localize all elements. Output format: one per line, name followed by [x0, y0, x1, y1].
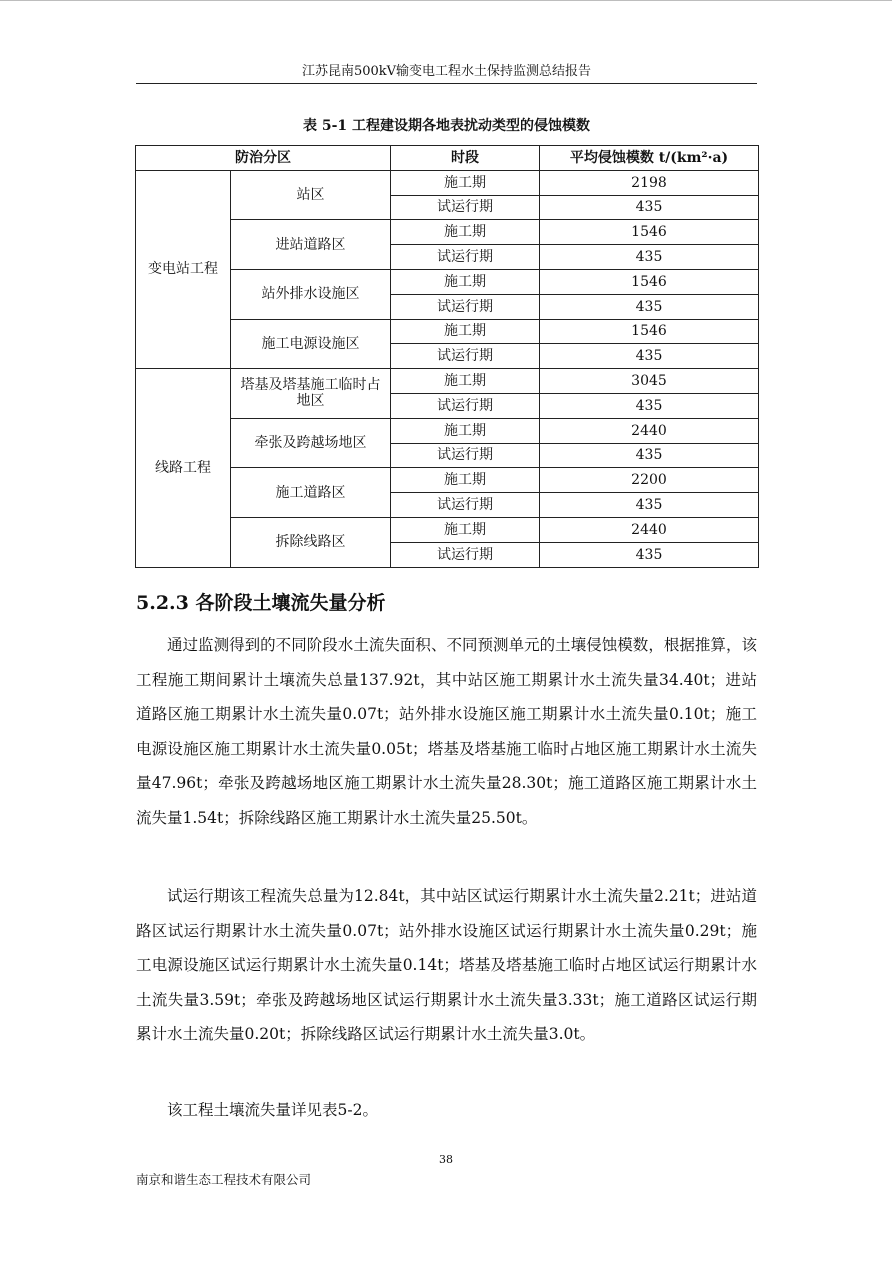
period-cell: 施工期 — [391, 220, 540, 245]
period-cell: 施工期 — [391, 269, 540, 294]
period-cell: 试运行期 — [391, 542, 540, 567]
section-heading: 5.2.3 各阶段土壤流失量分析 — [136, 592, 386, 614]
value-cell: 2198 — [540, 170, 759, 195]
zone-cell: 施工道路区 — [231, 468, 391, 518]
header-rule — [136, 83, 757, 84]
value-cell: 1546 — [540, 319, 759, 344]
period-cell: 试运行期 — [391, 294, 540, 319]
group-cell: 线路工程 — [136, 369, 231, 567]
header-period: 时段 — [391, 146, 540, 171]
period-cell: 试运行期 — [391, 443, 540, 468]
value-cell: 1546 — [540, 220, 759, 245]
erosion-modulus-table — [135, 145, 759, 568]
period-cell: 施工期 — [391, 468, 540, 493]
period-cell: 施工期 — [391, 170, 540, 195]
value-cell: 435 — [540, 443, 759, 468]
table-caption: 表 5-1 工程建设期各地表扰动类型的侵蚀模数 — [302, 118, 591, 134]
paragraph-reference: 该工程土壤流失量详见表5-2。 — [167, 1101, 378, 1119]
value-cell: 435 — [540, 493, 759, 518]
zone-cell: 施工电源设施区 — [231, 319, 391, 369]
value-cell: 435 — [540, 344, 759, 369]
period-cell: 施工期 — [391, 369, 540, 394]
period-cell: 试运行期 — [391, 245, 540, 270]
table-row — [136, 170, 759, 195]
zone-cell: 站区 — [231, 170, 391, 220]
paragraph-construction: 通过监测得到的不同阶段水土流失面积、不同预测单元的土壤侵蚀模数，根据推算，该工程施工期间累计土壤流失总量137.92t，其中站区施工期累计水土流失量34.40t；进站道路区施工期累计水土流失量0.07t；站外排水设施区施工期累计水土流失量0.10t；施工电源设施区施工期累计水土流失量0.05t；塔基及塔基施工临时占地区施工期累计水土流失量47.96t；牵张及跨越场地区施工期累计水土流失量28.30t；施工道路区施工期累计水土流失量1.54t；拆除线路区施工期累计水土流失量25.50t。 — [136, 636, 757, 827]
value-cell: 2200 — [540, 468, 759, 493]
group-cell: 变电站工程 — [136, 170, 231, 368]
value-cell: 435 — [540, 245, 759, 270]
header-zone: 防治分区 — [136, 146, 391, 171]
page-number: 38 — [439, 1153, 453, 1166]
table-row — [136, 369, 759, 394]
period-cell: 试运行期 — [391, 493, 540, 518]
header-modulus: 平均侵蚀模数 t/(km²·a) — [540, 146, 759, 171]
period-cell: 施工期 — [391, 418, 540, 443]
zone-cell: 站外排水设施区 — [231, 269, 391, 319]
value-cell: 3045 — [540, 369, 759, 394]
zone-cell: 塔基及塔基施工临时占地区 — [231, 369, 391, 419]
value-cell: 435 — [540, 542, 759, 567]
value-cell: 1546 — [540, 269, 759, 294]
value-cell: 435 — [540, 393, 759, 418]
footer-company: 南京和谐生态工程技术有限公司 — [136, 1172, 312, 1187]
top-border — [0, 0, 892, 1]
period-cell: 试运行期 — [391, 195, 540, 220]
value-cell: 435 — [540, 294, 759, 319]
value-cell: 2440 — [540, 418, 759, 443]
period-cell: 施工期 — [391, 517, 540, 542]
period-cell: 试运行期 — [391, 344, 540, 369]
zone-cell: 拆除线路区 — [231, 517, 391, 567]
period-cell: 施工期 — [391, 319, 540, 344]
value-cell: 435 — [540, 195, 759, 220]
period-cell: 试运行期 — [391, 393, 540, 418]
page-header: 江苏昆南500kV输变电工程水土保持监测总结报告 — [301, 64, 592, 79]
table-header-row — [136, 146, 759, 171]
value-cell: 2440 — [540, 517, 759, 542]
zone-cell: 牵张及跨越场地区 — [231, 418, 391, 468]
paragraph-trial-operation: 试运行期该工程流失总量为12.84t，其中站区试运行期累计水土流失量2.21t；进站道路区试运行期累计水土流失量0.07t；站外排水设施区试运行期累计水土流失量0.29t；施工电源设施区试运行期累计水土流失量0.14t；塔基及塔基施工临时占地区试运行期累计水土流失量3.59t；牵张及跨越场地区试运行期累计水土流失量3.33t；施工道路区试运行期累计水土流失量0.20t；拆除线路区试运行期累计水土流失量3.0t。 — [136, 887, 757, 1043]
zone-cell: 进站道路区 — [231, 220, 391, 270]
